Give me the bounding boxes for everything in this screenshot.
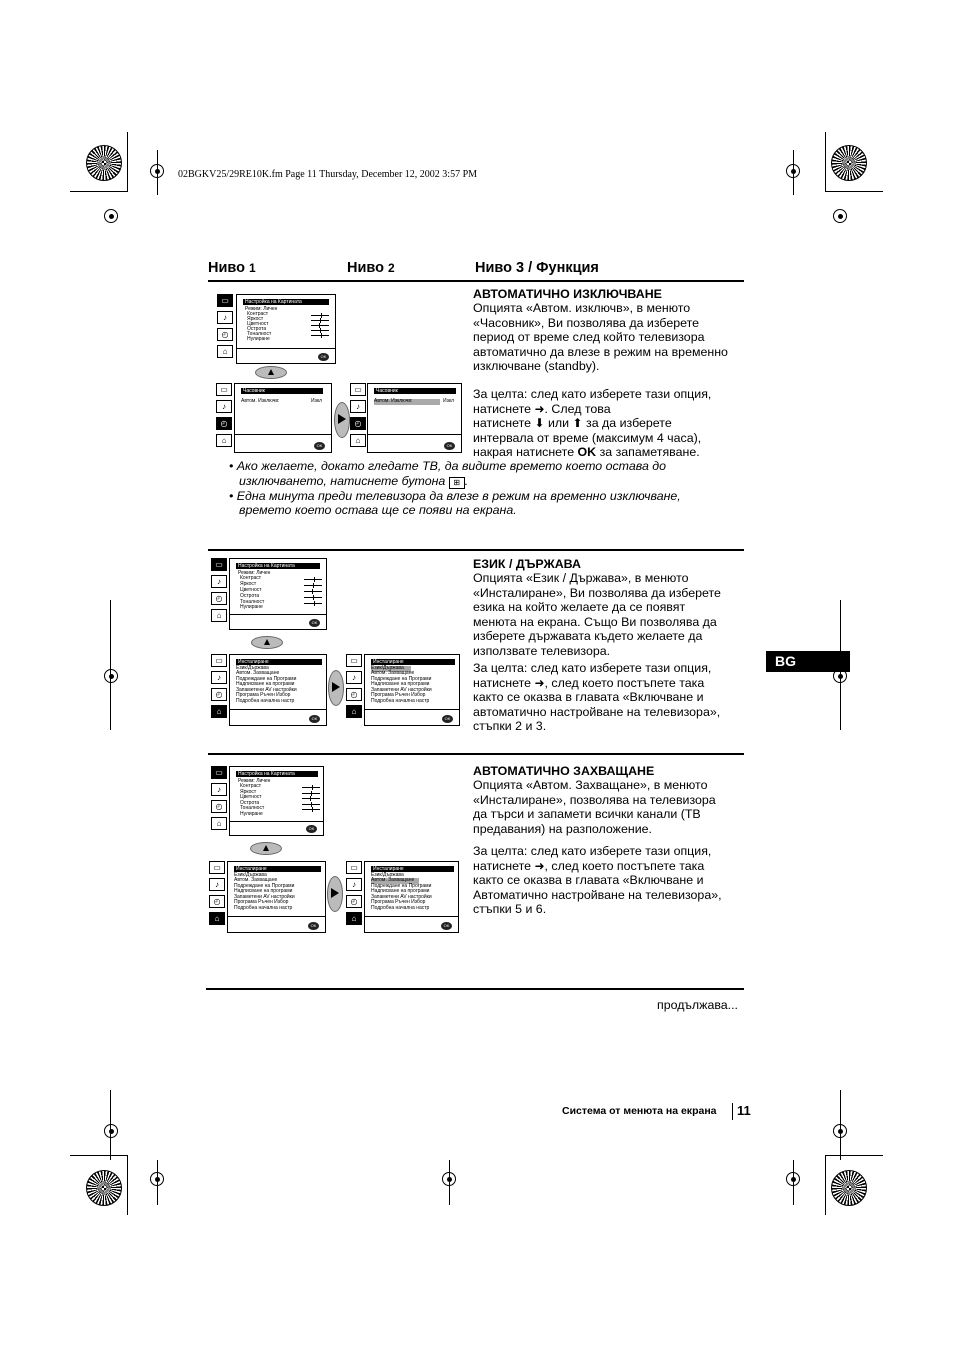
sound-icon: ♪ [209, 878, 225, 891]
menu-row: Подреждане на Програми [371, 676, 432, 682]
registration-target-icon [86, 1170, 122, 1206]
section2-instructions: За целта: след като изберете тази опция, натиснете ➜, след което постъпете така както се оказва в главата «Включване и автоматично настройване на телевизора», стъпки 2 и 3. [473, 661, 721, 734]
picture-icon: ▭ [211, 654, 227, 667]
picture-menu-title: Настройка на Картината [243, 299, 329, 305]
menu-icon-column [346, 654, 362, 722]
ok-icon: OK [442, 715, 453, 723]
picture-icon: ▭ [346, 654, 362, 667]
menu-row: Запаметени AV настройки [236, 687, 297, 693]
crop-mark [825, 1155, 883, 1156]
menu-row: Подробна начална настр [371, 905, 430, 911]
menu-icon-column [211, 558, 227, 626]
clock-icon: ◴ [346, 688, 362, 701]
menu-row: Нулиране [247, 336, 270, 342]
menu-row: Острота [247, 326, 267, 332]
menu-row: Подробна начална настр [371, 698, 430, 704]
right-arrow-button-icon [334, 402, 350, 438]
install-menu-title: Инсталиране [371, 659, 455, 665]
install-menu-box-selected [364, 654, 460, 726]
menu-row: Програма Ръчен Избор [371, 899, 426, 905]
menu-row: Яркост [240, 789, 257, 795]
sound-icon: ♪ [346, 671, 362, 684]
ok-icon: OK [309, 619, 320, 627]
menu-row: Програма Ръчен Избор [371, 692, 426, 698]
setup-icon: ⌂ [209, 912, 225, 925]
setup-icon: ⌂ [217, 345, 233, 358]
picture-menu-box [229, 558, 327, 630]
right-arrow-icon: ➜ [534, 858, 545, 873]
menu-row: Контраст [240, 783, 262, 789]
menu-row: Подреждане на Програми [234, 883, 295, 889]
menu-row: Острота [240, 800, 260, 806]
picture-icon: ▭ [209, 861, 225, 874]
up-arrow-icon: ⬆ [572, 416, 583, 431]
ok-icon: OK [308, 922, 319, 930]
menu-row: Автом. Захващане [234, 877, 278, 883]
clock-icon: ◴ [211, 688, 227, 701]
picture-icon: ▭ [211, 558, 227, 571]
menu-row: Програма Ръчен Избор [236, 692, 291, 698]
picture-menu-box [229, 766, 324, 836]
crosshair-icon [100, 205, 122, 227]
level-3-heading: Ниво 3 / Функция [475, 260, 599, 276]
menu-row: Цветност [240, 587, 262, 593]
section1-title: АВТОМАТИЧНО ИЗКЛЮЧВАНЕ [473, 287, 662, 301]
install-menu-box [229, 654, 327, 726]
menu-row: Език/Държава [236, 665, 269, 671]
registration-target-icon [86, 145, 122, 181]
footer-divider [732, 1103, 733, 1120]
menu-row: Тоналност [247, 331, 272, 337]
up-arrow-button-icon [251, 636, 283, 649]
ok-icon: OK [444, 442, 455, 450]
picture-menu-title: Настройка на Картината [236, 771, 318, 777]
menu-row: Нулиране [240, 811, 263, 817]
setup-icon: ⌂ [346, 705, 362, 718]
section3-rule [208, 753, 744, 755]
menu-row: Режим: Личен [245, 306, 278, 312]
install-menu-title: Инсталиране [234, 866, 321, 872]
section3-title: АВТОМАТИЧНО ЗАХВАЩАНЕ [473, 764, 655, 778]
setup-icon: ⌂ [211, 817, 227, 830]
crop-mark [127, 1155, 128, 1215]
section2-title: ЕЗИК / ДЪРЖАВА [473, 557, 581, 571]
crop-mark [825, 191, 883, 192]
menu-row: Автом. Изключв: [374, 399, 440, 405]
picture-icon: ▭ [211, 766, 227, 779]
file-header: 02BGKV25/29RE10K.fm Page 11 Thursday, December 12, 2002 3:57 PM [178, 169, 478, 180]
sound-icon: ♪ [350, 400, 366, 413]
ok-icon: OK [309, 715, 320, 723]
picture-icon: ▭ [217, 294, 233, 307]
footer-section-title: Система от менюта на екрана [562, 1105, 717, 1117]
menu-icon-column [211, 766, 227, 834]
menu-row: Острота [240, 593, 260, 599]
menu-row: Автом. Захващане [236, 670, 280, 676]
level-1-heading: Ниво 1 [208, 260, 256, 276]
menu-row: Запаметени AV настройки [371, 687, 432, 693]
crop-mark [157, 150, 158, 195]
section1-paragraph: Опцията «Автом. изключв», в менюто «Часовник», Ви позволява да изберете период от време след който телевизора автоматично да влезе в режим на временно изключване (standby). [473, 301, 728, 374]
menu-row: Автом. Изключв: [241, 398, 280, 404]
registration-target-icon [831, 1170, 867, 1206]
clock-icon: ◴ [350, 417, 366, 430]
crop-mark [825, 1155, 826, 1215]
right-arrow-button-icon [328, 670, 344, 706]
clock-menu-title: Часовник [241, 388, 323, 394]
clock-icon: ◴ [209, 895, 225, 908]
menu-row: Контраст [247, 311, 269, 317]
setup-icon: ⌂ [211, 705, 227, 718]
menu-row: Запаметени AV настройки [371, 894, 432, 900]
ok-icon: OK [441, 922, 452, 930]
menu-icon-column [216, 383, 232, 451]
clock-icon: ◴ [211, 592, 227, 605]
menu-icon-column [211, 654, 227, 722]
menu-row: Цветност [247, 321, 269, 327]
setup-icon: ⌂ [350, 434, 366, 447]
install-menu-title: Инсталиране [371, 866, 454, 872]
sound-icon: ♪ [211, 671, 227, 684]
menu-row: Цветност [240, 794, 262, 800]
menu-row: Език/Държава [371, 872, 404, 878]
sound-icon: ♪ [211, 783, 227, 796]
menu-icon-column [346, 861, 362, 929]
menu-row: Език/Държава [234, 872, 267, 878]
crosshair-icon [100, 1120, 122, 1142]
up-arrow-button-icon [255, 366, 287, 379]
right-arrow-icon: ➜ [534, 675, 545, 690]
menu-icon-column [217, 294, 233, 362]
install-menu-title: Инсталиране [236, 659, 322, 665]
top-rule [208, 280, 744, 282]
menu-row: Подреждане на Програми [236, 676, 297, 682]
section1-instructions: За целта: след като изберете тази опция, натиснете ➜. След това натиснете ⬇ или ⬆ за да изберете интервала от време (максимум 4 часа), накрая натиснете OK за запаметяване. [473, 387, 712, 460]
crop-mark [840, 1090, 841, 1160]
menu-row: Запаметени AV настройки [234, 894, 295, 900]
level-2-heading: Ниво 2 [347, 260, 395, 276]
menu-icon-column [209, 861, 225, 929]
right-arrow-icon: ➜ [534, 401, 545, 416]
language-badge: BG [766, 651, 850, 672]
menu-row: Автом. Захващане [371, 670, 415, 676]
page-number: 11 [737, 1103, 751, 1118]
crop-mark [70, 1155, 128, 1156]
picture-menu-title: Настройка на Картината [236, 563, 320, 569]
section2-rule [208, 549, 744, 551]
crop-mark [110, 600, 111, 730]
menu-row: Тоналност [240, 599, 265, 605]
sound-icon: ♪ [211, 575, 227, 588]
section2-paragraph: Опцията «Език / Държава», в менюто «Инсталиране», Ви позволява да изберете езика на който желаете да се появят менюта на екрана. Също Ви позволява да изберете държавата където желаете да използвате телевизора. [473, 571, 721, 658]
menu-row: Нулиране [240, 604, 263, 610]
clock-menu-title: Часовник [374, 388, 456, 394]
ok-icon: OK [318, 353, 329, 361]
crop-mark [110, 1090, 111, 1160]
menu-row: Изкл [311, 398, 323, 404]
crop-mark [449, 1160, 450, 1205]
ok-icon: OK [306, 825, 317, 833]
setup-icon: ⌂ [346, 912, 362, 925]
crop-mark [793, 150, 794, 195]
section3-paragraph: Опцията «Автом. Захващане», в менюто «Инсталиране», позволява на телевизора да търси и запамети всички канали (ТВ предавания) на разположение. [473, 778, 716, 836]
menu-row: Контраст [240, 575, 262, 581]
menu-row: Надписване на програми [371, 681, 430, 687]
menu-row: Подробна начална настр [236, 698, 295, 704]
clock-menu-box [234, 383, 332, 453]
clock-icon: ◴ [216, 417, 232, 430]
menu-row: Режим: Личен [238, 570, 271, 576]
setup-icon: ⌂ [211, 609, 227, 622]
menu-row: Изкл [443, 398, 455, 404]
picture-icon: ▭ [346, 861, 362, 874]
crop-mark [127, 132, 128, 192]
sound-icon: ♪ [217, 311, 233, 324]
ok-icon: OK [314, 442, 325, 450]
clock-icon: ◴ [211, 800, 227, 813]
install-menu-box-selected [364, 861, 459, 933]
menu-row: Автом. Захващане [371, 878, 419, 884]
clock-icon: ◴ [346, 895, 362, 908]
right-arrow-button-icon [327, 876, 343, 912]
setup-icon: ⌂ [216, 434, 232, 447]
info-button-icon: ⊞ [449, 477, 465, 489]
crosshair-icon [829, 205, 851, 227]
menu-row: Надписване на програми [234, 888, 293, 894]
menu-row: Яркост [240, 581, 257, 587]
picture-icon: ▭ [350, 383, 366, 396]
bottom-rule [206, 988, 744, 990]
menu-row: Яркост [247, 316, 264, 322]
sound-icon: ♪ [216, 400, 232, 413]
install-menu-box [227, 861, 326, 933]
menu-row: Надписване на програми [236, 681, 295, 687]
section3-instructions: За целта: след като изберете тази опция, натиснете ➜, след което постъпете така както се оказва в главата «Включване и Автоматично настройване на телевизора», стъпки 5 и 6. [473, 844, 722, 917]
menu-row: Режим: Личен [238, 778, 271, 784]
crop-mark [157, 1160, 158, 1205]
section1-notes: • Ако желаете, докато гледате ТВ, да видите времето което остава до изключването, натиснете бутона ⊞ . • Една минута преди телевизора да влезе в режим на временно изключване, времето което остава ще се появи на екрана. [229, 459, 681, 518]
picture-icon: ▭ [216, 383, 232, 396]
crop-mark [825, 132, 826, 192]
crop-mark [793, 1160, 794, 1205]
continued-label: продължава... [657, 998, 738, 1012]
menu-row: Подреждане на Програми [371, 883, 432, 889]
down-arrow-icon: ⬇ [534, 416, 545, 431]
menu-row: Тоналност [240, 805, 265, 811]
menu-icon-column [350, 383, 366, 451]
menu-row: Подробна начална настр [234, 905, 293, 911]
crosshair-icon [100, 665, 122, 687]
picture-menu-box [236, 294, 336, 364]
menu-row: Надписване на програми [371, 888, 430, 894]
sound-icon: ♪ [346, 878, 362, 891]
clock-menu-box-selected [367, 383, 462, 453]
clock-icon: ◴ [217, 328, 233, 341]
menu-row: Програма Ръчен Избор [234, 899, 289, 905]
menu-row: Език/Държава [371, 666, 411, 672]
registration-target-icon [831, 145, 867, 181]
up-arrow-button-icon [250, 842, 282, 855]
crop-mark [70, 191, 128, 192]
